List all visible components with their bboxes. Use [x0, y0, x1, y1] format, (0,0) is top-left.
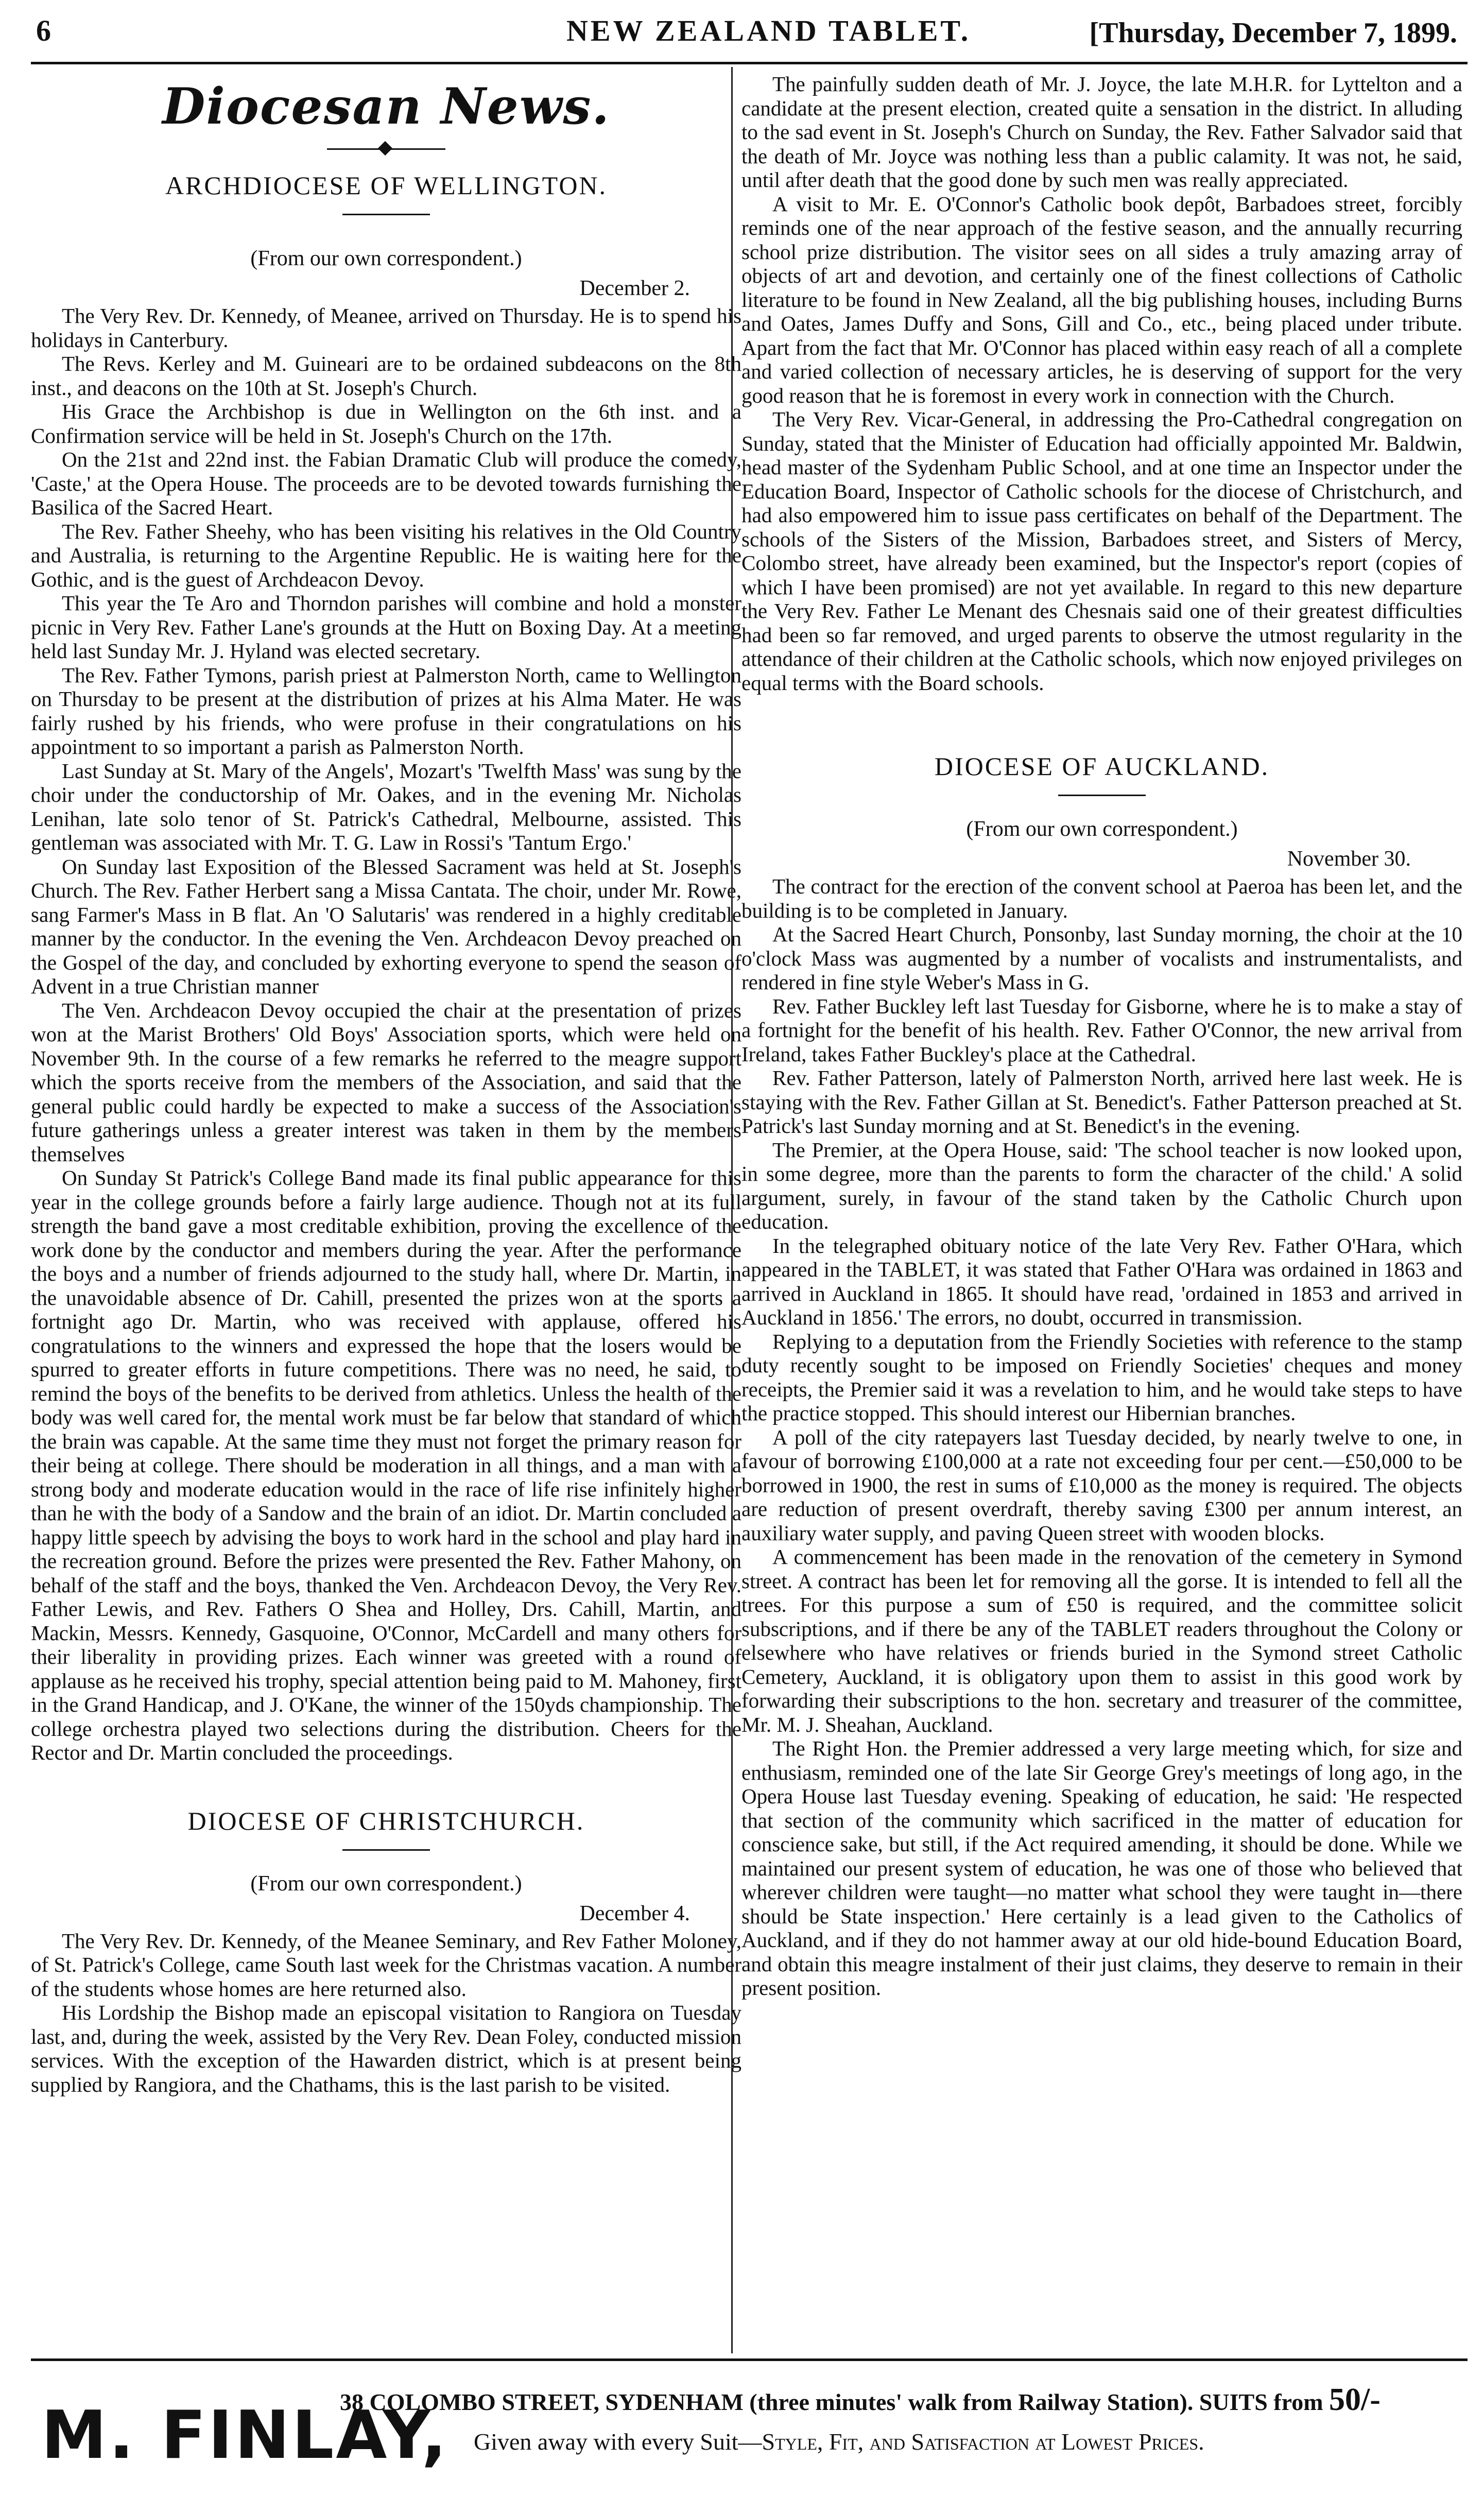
page-number: 6 — [36, 14, 51, 47]
christchurch-dateline: December 4. — [579, 1901, 690, 1925]
article-paragraph: A visit to Mr. E. O'Connor's Catholic book depôt, Barbadoes street, forcibly reminds one of the near approach of the festive season, and the annually recurring school prize distribution. The visitor sees on all sides a truly amazing array of objects of art and devotion, and certainly one of the finest collections of Catholic literature to be found in New Zealand, all the big publishing houses, including Burns and Oates, James Duffy and Sons, Gill and Co., etc., being placed under tribute. Apart from the fact that Mr. O'Connor has placed within easy reach of all a complete and varied collection of necessary articles, he is deserving of support for the very good reason that he is foremost in every work in connection with the Church. — [741, 192, 1462, 407]
article-paragraph: On the 21st and 22nd inst. the Fabian Dramatic Club will produce the comedy, 'Caste,' at the Opera House. The proceeds are to be devoted towards furnishing the Basilica of the Sacred Heart. — [31, 447, 741, 519]
wellington-body — [31, 304, 741, 1765]
article-paragraph: The contract for the erection of the convent school at Paeroa has been let, and the building is to be completed in January. — [741, 874, 1462, 922]
article-paragraph: Replying to a deputation from the Friendly Societies with reference to the stamp duty recently sought to be imposed on Friendly Societies' cheques and money receipts, the Premier said it was a revelation to him, and he would take steps to have the practice stopped. This should interest our Hibernian branches. — [741, 1329, 1462, 1425]
advert-address-line — [340, 2382, 1381, 2418]
advert-offer-prefix: Given away with every Suit— — [474, 2429, 762, 2455]
article-paragraph: The Very Rev. Dr. Kennedy, of the Meanee Seminary, and Rev Father Moloney, of St. Patrick's College, came South last week for the Christmas vacation. A number of the students whose homes are here returned also. — [31, 1928, 741, 2001]
advert-offer-caps: Style, Fit, and Satisfaction at Lowest Prices. — [762, 2429, 1204, 2455]
article-paragraph: A commencement has been made in the renovation of the cemetery in Symond street. A contract has been let for removing all the gorse. It is intended to fell all the trees. For this purpose a sum of £50 is required, and the committee solicit subscriptions, and if there be any of the TABLET readers throughout the Colony or elsewhere who have relatives or friends buried in the Symond street Catholic Cemetery, Auckland, it is obligatory upon them to assist in this good work by forwarding their subscriptions to the hon. secretary and treasurer of the committee, Mr. M. J. Sheahan, Auckland. — [741, 1545, 1462, 1736]
finlay-advertisement — [31, 2358, 1468, 2500]
advert-address-text: 38 COLOMBO STREET, SYDENHAM (three minutes' walk from Railway Station). SUITS from — [340, 2389, 1323, 2415]
christchurch-correspondent: (From our own correspondent.) — [250, 1871, 522, 1896]
advert-offer-line — [474, 2428, 1204, 2455]
heading-rule — [342, 214, 430, 215]
wellington-dateline: December 2. — [579, 277, 690, 300]
article-paragraph: The Very Rev. Dr. Kennedy, of Meanee, arrived on Thursday. He is to spend his holidays in Canterbury. — [31, 304, 741, 352]
article-paragraph: A poll of the city ratepayers last Tuesday decided, by nearly twelve to one, in favour of borrowing £100,000 at a rate not exceeding four per cent.—£50,000 to be borrowed in 1900, the rest in sums of £10,000 as the money is required. The objects are reduction of present overdraft, thereby saving £300 per annum interest, an auxiliary water supply, and paving Queen street with wooden blocks. — [741, 1425, 1462, 1545]
article-paragraph: Rev. Father Buckley left last Tuesday for Gisborne, where he is to make a stay of a fortnight for the benefit of his health. Rev. Father O'Connor, the new arrival from Ireland, takes Father Buckley's place at the Cathedral. — [741, 994, 1462, 1066]
article-paragraph: In the telegraphed obituary notice of the late Very Rev. Father O'Hara, which appeared in the TABLET, it was stated that Father O'Hara was ordained in 1863 and arrived in Auckland in 1865. It should have read, 'ordained in 1853 and arrived in Auckland in 1856.' The errors, no doubt, occurred in transmission. — [741, 1233, 1462, 1329]
christchurch-heading: DIOCESE OF CHRISTCHURCH. — [187, 1806, 585, 1835]
article-paragraph: His Lordship the Bishop made an episcopal visitation to Rangiora on Tuesday last, and, during the week, assisted by the Very Rev. Dean Foley, conducted mission services. With the exception of the Hawarden district, which is at present being supplied by Rangiora, and the Chathams, this is the last parish to be visited. — [31, 2001, 741, 2096]
article-paragraph: On Sunday St Patrick's College Band made its final public appearance for this year in the college grounds before a fairly large audience. Though not at its full strength the band gave a most creditable exhibition, proving the excellence of the work done by the conductor and members during the year. After the performance the boys and a number of friends adjourned to the study hall, where Dr. Martin, in the unavoidable absence of Dr. Cahill, presented the prizes won at the sports a fortnight ago Dr. Martin, who was received with applause, offered his congratulations to the winners and expressed the hope that the losers would be spurred to greater efforts in future competitions. There was no need, he said, to remind the boys of the benefits to be derived from athletics. Unless the health of the body was well cared for, the mental work must be far below that standard of which the brain was capable. At the same time they must not forget the primary reason for their being at college. There should be moderation in all things, and a man with a strong body and moderate education would in the race of life rise infinitely higher than he with the body of a Sandow and the brain of an idiot. Dr. Martin concluded a happy little speech by advising the boys to work hard in the school and play hard in the recreation ground. Before the prizes were presented the Rev. Father Mahony, on behalf of the staff and the boys, thanked the Ven. Archdeacon Devoy, the Very Rev. Father Lewis, and Rev. Fathers O Shea and Holley, Drs. Cahill, Martin, and Mackin, Messrs. Kennedy, Gasquoine, O'Connor, McCardell and many others for their liberality in providing prizes. Each winner was greeted with a round of applause as he received his trophy, special attention being paid to M. Mahoney, first in the Grand Handicap, and J. O'Kane, the winner of the 150yds championship. The college orchestra played two selections during the distribution. Cheers for the Rector and Dr. Martin concluded the proceedings. — [31, 1166, 741, 1764]
article-paragraph: At the Sacred Heart Church, Ponsonby, last Sunday morning, the choir at the 10 o'clock Mass was augmented by a number of vocalists and instrumentalists, and rendered in fine style Weber's Mass in G. — [741, 922, 1462, 994]
heading-rule — [342, 1849, 430, 1851]
right-column — [741, 72, 1462, 2000]
article-paragraph: The Rev. Father Tymons, parish priest at Palmerston North, came to Wellington on Thursday to be present at the distribution of prizes at his Alma Mater. He was fairly rushed by his friends, who were profuse in their congratulations on his appointment to so important a parish as Palmerston North. — [31, 663, 741, 759]
section-title: Diocesan News. — [162, 77, 610, 135]
article-paragraph: The Premier, at the Opera House, said: 'The school teacher is now looked upon, in some degree, more than the parents to form the character of the child.' A solid argument, surely, in favour of the stand taken by the Catholic Church upon education. — [741, 1138, 1462, 1233]
article-paragraph: The Rev. Father Sheehy, who has been visiting his relatives in the Old Country and Australia, is returning to the Argentine Republic. He is waiting here for the Gothic, and is the guest of Archdeacon Devoy. — [31, 519, 741, 591]
article-paragraph: The painfully sudden death of Mr. J. Joyce, the late M.H.R. for Lyttelton and a candidate at the present election, created quite a sensation in the district. In alluding to the sad event in St. Joseph's Church on Sunday, the Rev. Father Salvador said that the death of Mr. Joyce was nothing less than a public calamity. It was not, he said, until after death that the good done by such men was really appreciated. — [741, 72, 1462, 192]
masthead — [31, 10, 1468, 64]
article-paragraph: On Sunday last Exposition of the Blessed Sacrament was held at St. Joseph's Church. The Rev. Father Herbert sang a Missa Cantata. The choir, under Mr. Rowe, sang Farmer's Mass in B flat. An 'O Salutaris' was rendered in a highly creditable manner by the conductor. In the evening the Ven. Archdeacon Devoy preached on the Gospel of the day, and concluded by exhorting everyone to spend the season of Advent in a true Christian manner — [31, 854, 741, 998]
auckland-heading: DIOCESE OF AUCKLAND. — [934, 752, 1270, 781]
auckland-correspondent: (From our own correspondent.) — [966, 817, 1238, 841]
christchurch-body-part2 — [741, 72, 1462, 695]
auckland-dateline: November 30. — [1287, 847, 1411, 871]
christchurch-body-part1 — [31, 1929, 741, 2097]
article-paragraph: The Right Hon. the Premier addressed a very large meeting which, for size and enthusiasm, reminded one of the late Sir George Grey's meetings of long ago, in the Opera House last Tuesday evening. Speaking of education, he said: 'He respected that section of the community which sacrificed in the matter of education for conscience sake, but still, if the Act required amending, it should be done. While we maintained our present system of education, he was one of those who believed that wherever children were taught—no matter what school they were taught in—there should be State inspection.' Here certainly is a lead given to the Catholics of Auckland, and if they do not hammer away at our old hide-bound Education Board, and obtain this meagre instalment of their just claims, they deserve to remain in their present position. — [741, 1736, 1462, 2000]
auckland-body — [741, 874, 1462, 2000]
paper-title: NEW ZEALAND TABLET. — [566, 14, 971, 47]
article-paragraph: The Revs. Kerley and M. Guineari are to be ordained subdeacons on the 8th inst., and deacons on the 10th at St. Joseph's Church. — [31, 352, 741, 400]
wellington-correspondent: (From our own correspondent.) — [250, 247, 522, 270]
wellington-heading: ARCHDIOCESE OF WELLINGTON. — [165, 171, 608, 200]
article-paragraph: The Very Rev. Vicar-General, in addressing the Pro-Cathedral congregation on Sunday, stated that the Minister of Education had officially appointed Mr. Baldwin, head master of the Sydenham Public School, and at one time an Inspector under the Education Board, Inspector of Catholic schools for the diocese of Christchurch, and had also empowered him to issue pass certificates on behalf of the Department. The schools of the Sisters of the Mission, Barbadoes street, and Sisters of Mercy, Colombo street, have already been examined, but the Inspector's report (copies of which I have been promised) are not yet available. In regard to this new departure the Very Rev. Father Le Menant des Chesnais said one of their greatest difficulties had been so far removed, and urged parents to observe the utmost regularity in the attendance of their children at the Catholic schools, which now enjoyed privileges on equal terms with the Board schools. — [741, 407, 1462, 695]
ornament-divider — [327, 142, 445, 157]
article-paragraph: Last Sunday at St. Mary of the Angels', Mozart's 'Twelfth Mass' was sung by the choir under the conductorship of Mr. Oakes, and in the evening Mr. Nicholas Lenihan, late solo tenor of St. Patrick's Cathedral, Melbourne, assisted. This gentleman was associated with Mr. T. G. Law in Rossi's 'Tantum Ergo.' — [31, 759, 741, 854]
article-paragraph: Rev. Father Patterson, lately of Palmerston North, arrived here last week. He is staying with the Rev. Father Gillan at St. Benedict's. Father Patterson preached at St. Patrick's last Sunday morning and at St. Benedict's in the evening. — [741, 1066, 1462, 1138]
heading-rule — [1058, 795, 1146, 796]
advert-price: 50/- — [1329, 2382, 1381, 2417]
article-paragraph: The Ven. Archdeacon Devoy occupied the chair at the presentation of prizes won at the Marist Brothers' Old Boys' Association sports, which were held on November 9th. In the course of a few remarks he referred to the meagre support which the sports receive from the members of the Association, and said that the general public could hardly be expected to make a success of the Association's future gatherings unless a greater interest was taken in them by the members themselves — [31, 998, 741, 1166]
left-column — [31, 72, 741, 2096]
advertiser-name: M. FINLAY, — [41, 2397, 449, 2474]
article-paragraph: His Grace the Archbishop is due in Wellington on the 6th inst. and a Confirmation service will be held in St. Joseph's Church on the 17th. — [31, 400, 741, 447]
issue-date: [Thursday, December 7, 1899. — [1089, 17, 1457, 49]
article-paragraph: This year the Te Aro and Thorndon parishes will combine and hold a monster picnic in Very Rev. Father Lane's grounds at the Hutt on Boxing Day. At a meeting held last Sunday Mr. J. Hyland was elected secretary. — [31, 591, 741, 663]
